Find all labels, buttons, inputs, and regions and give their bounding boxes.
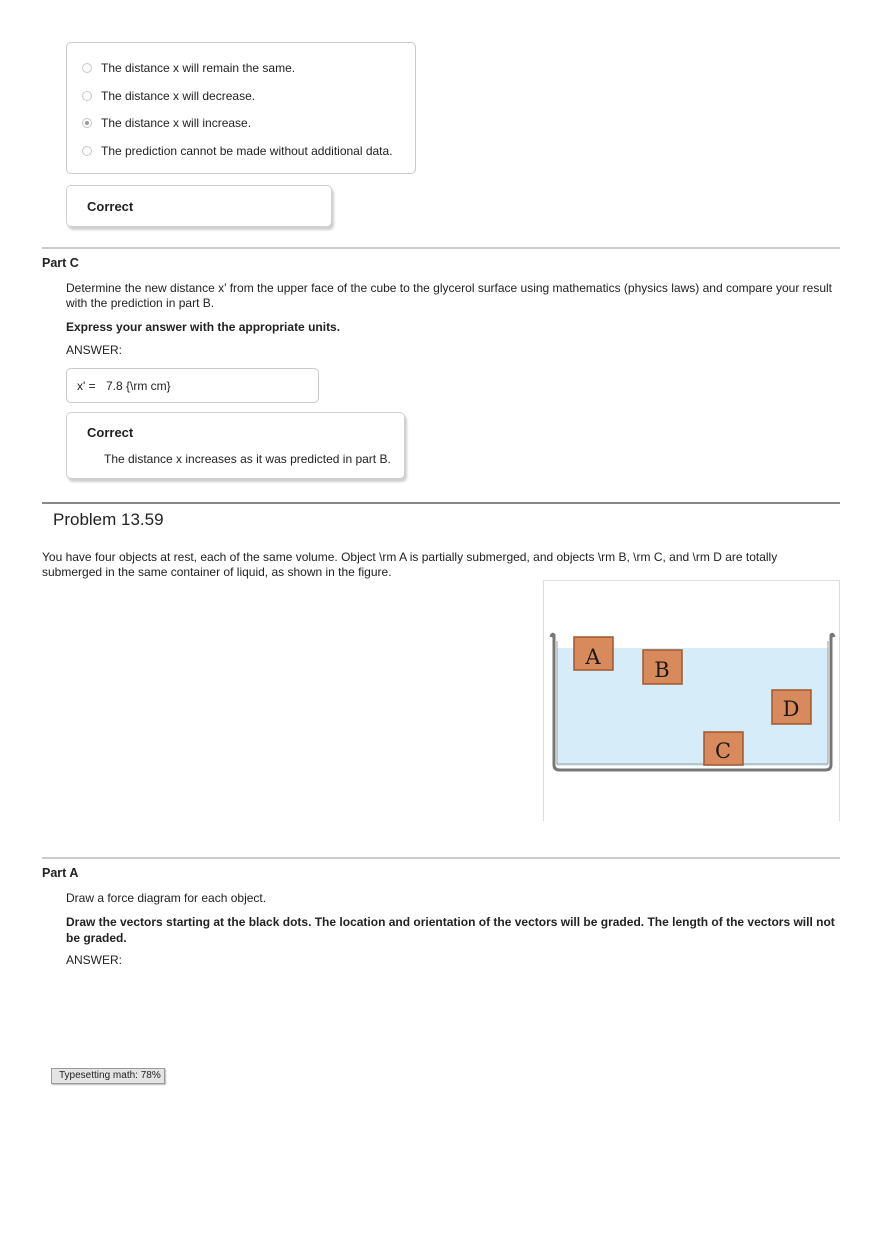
block-d-label: D — [782, 697, 800, 721]
radio-button[interactable] — [82, 63, 92, 73]
part-a-question: Draw a force diagram for each object. — [66, 891, 267, 905]
part-c-answer-box[interactable] — [66, 368, 319, 403]
divider — [42, 247, 840, 249]
part-b-choices — [66, 42, 416, 174]
problem-description: You have four objects at rest, each of the same volume. Object \rm A is partially submerged, and objects \rm B, \rm C, and \rm D are totally submerged in the same container of liquid, as shown in the figure. — [42, 550, 778, 579]
choice-label: The distance x will increase. — [101, 116, 252, 130]
part-c-question: Determine the new distance x' from the upper face of the cube to the glycerol surface using mathematics (physics laws) and compare your result with the prediction in part B. — [66, 281, 832, 310]
block-c-label: C — [714, 739, 732, 763]
part-a-answer-label: ANSWER: — [66, 953, 123, 967]
choice-decrease[interactable] — [82, 88, 255, 104]
block-a — [574, 637, 613, 670]
answer-value: 7.8 {\rm cm} — [106, 379, 171, 393]
radio-button[interactable] — [82, 146, 92, 156]
block-b — [643, 650, 682, 684]
answer-variable: x' = — [77, 379, 96, 393]
part-c-feedback — [66, 412, 405, 479]
choice-label: The distance x will decrease. — [101, 89, 256, 103]
part-c-instruction: Express your answer with the appropriate units. — [66, 320, 341, 334]
problem-title: Problem 13.59 — [53, 510, 164, 529]
choice-label: The prediction cannot be made without additional data. — [101, 144, 393, 158]
feedback-title: Correct — [87, 425, 134, 440]
block-c — [704, 732, 743, 765]
feedback-text: The distance x increases as it was predicted in part B. — [104, 452, 391, 466]
choice-cannot-predict[interactable] — [82, 143, 393, 159]
problem-figure — [543, 580, 840, 821]
choice-remain-same[interactable] — [82, 60, 295, 76]
part-a-title: Part A — [42, 866, 79, 880]
part-b-feedback — [66, 185, 332, 227]
radio-button-selected[interactable] — [82, 118, 92, 128]
feedback-title: Correct — [87, 199, 134, 214]
submerged-objects-diagram — [544, 581, 841, 822]
block-a-label: A — [585, 645, 601, 669]
choice-label: The distance x will remain the same. — [101, 61, 296, 75]
block-d — [772, 690, 811, 724]
part-a-instruction: Draw the vectors starting at the black dots. The location and orientation of the vectors will be graded. The length of the vectors will not be graded. — [66, 915, 835, 945]
divider — [42, 857, 840, 859]
block-b-label: B — [654, 658, 670, 682]
part-c-answer-label: ANSWER: — [66, 343, 123, 357]
choice-increase[interactable] — [82, 115, 251, 131]
problem-divider — [42, 502, 840, 504]
part-c-title: Part C — [42, 256, 79, 270]
typesetting-progress: Typesetting math: 78% — [51, 1068, 165, 1084]
radio-button[interactable] — [82, 91, 92, 101]
